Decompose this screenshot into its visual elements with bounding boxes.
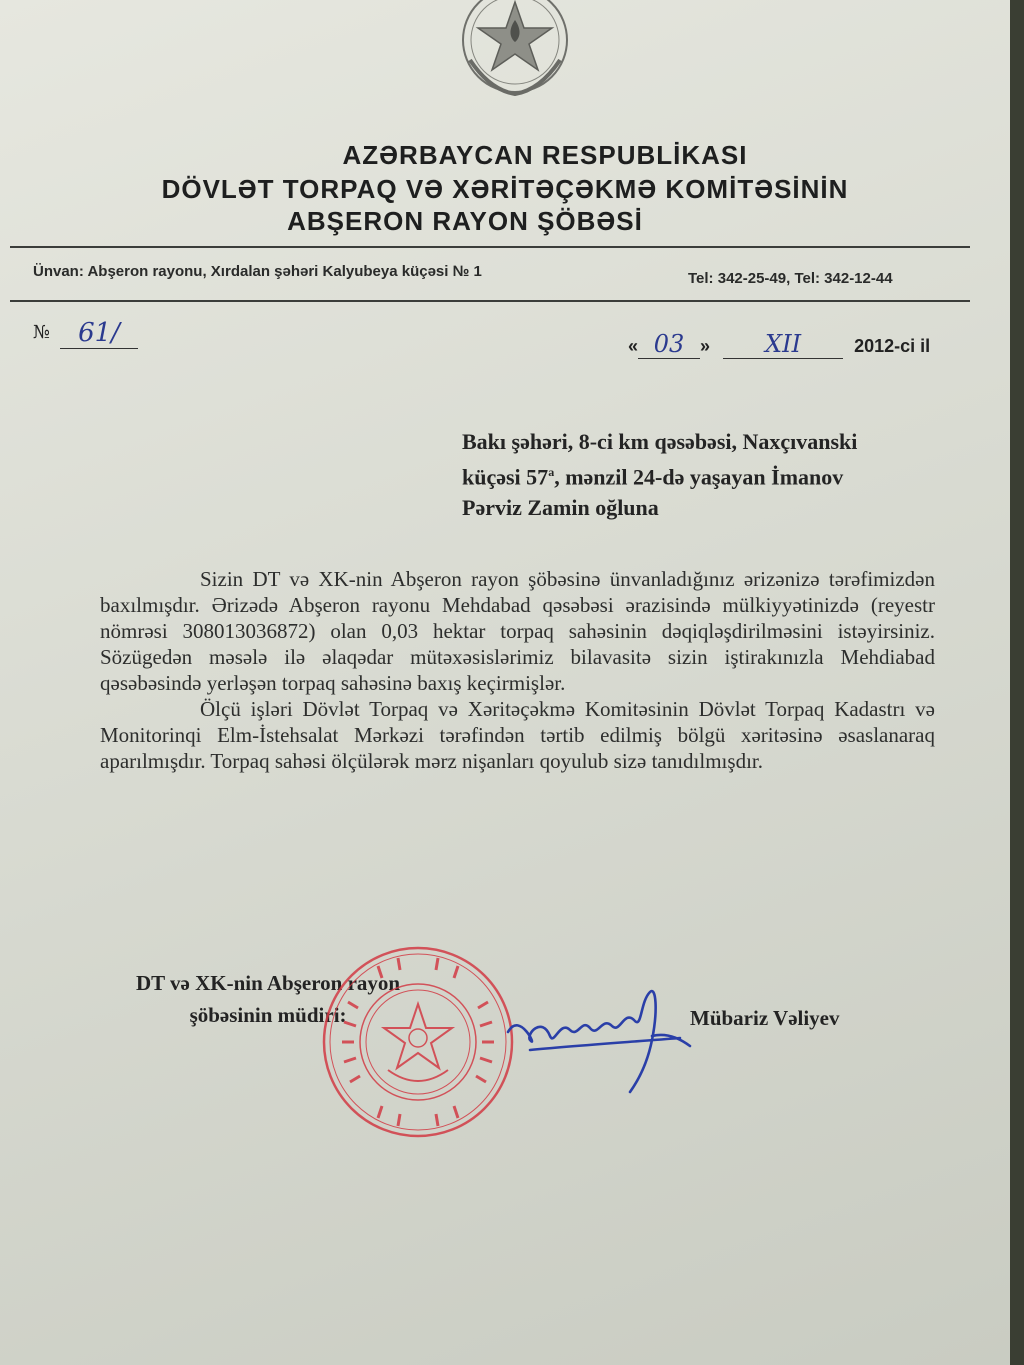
header-divider-top [10, 246, 970, 248]
recipient-line-3: Pərviz Zamin oğluna [462, 495, 659, 521]
header-divider-bottom [10, 300, 970, 302]
signatory-name: Mübariz Vəliyev [690, 1006, 840, 1030]
date-year: 2012-ci il [854, 336, 931, 356]
date-close-quote: » [700, 336, 711, 356]
phone-numbers: Tel: 342-25-49, Tel: 342-12-44 [688, 270, 893, 287]
reference-number-label: № [33, 322, 51, 343]
signatory-role-line-2: şöbəsinin müdiri: [189, 1003, 347, 1027]
recipient-house-suffix: a [548, 465, 555, 479]
body-paragraph-2: Ölçü işləri Dövlət Torpaq və Xəritəçəkmə Komitəsinin Dövlət Torpaq Kadastrı və Monitorinqi Elm-İstehsalat Mərkəzi tərəfindən tərtib edilmiş bölgü xəritəsinə əsaslanaraq aparılmışdır. Torpaq sahəsi ölçülərək mərz nişanları qoyulub sizə tanıdılmışdır. [100, 697, 935, 773]
date-open-quote: « [628, 336, 639, 356]
header-line-2: DÖVLƏT TORPAQ VƏ XƏRİTƏÇƏKMƏ KOMİTƏSİNİN [161, 174, 849, 204]
header-line-1: AZƏRBAYCAN RESPUBLİKASI [342, 140, 748, 170]
recipient-block [462, 426, 962, 523]
address-text: Ünvan: Abşeron rayonu, Xırdalan şəhəri Kalyubeya küçəsi № 1 [33, 263, 482, 280]
state-emblem-icon [440, 0, 590, 100]
date-month: XII [723, 330, 843, 359]
official-stamp-icon [318, 942, 518, 1142]
header-line-3: ABŞERON RAYON ŞÖBƏSİ [287, 206, 643, 236]
body-paragraph-1: Sizin DT və XK-nin Abşeron rayon şöbəsinə ünvanladığınız ərizənizə tərəfimizdən baxılmışdır. Ərizədə Abşeron rayonu Mehdabad qəsəbəsi ərazisində mülkiyyətinizdə (reyestr nömrəsi 308013036872) olan 0,03 hektar torpaq sahəsinin dəqiqləşdirilməsini istəyirsiniz. Sözügedən məsələ ilə əlaqədar mütəxəsislərimiz bilavasitə sizin iştirakınızla Mehdiabad qəsəbəsində yerləşən torpaq sahəsinə baxış keçirmişlər. [100, 567, 935, 695]
background-edge [1010, 0, 1024, 1365]
recipient-street: küçəsi 57 [462, 464, 549, 490]
handwritten-signature-icon [490, 980, 700, 1110]
recipient-line-1: Bakı şəhəri, 8-ci km qəsəbəsi, Naxçıvanski [462, 429, 858, 454]
recipient-apartment: , mənzil 24-də yaşayan İmanov [554, 464, 844, 490]
reference-number-value: 61/ [60, 318, 138, 349]
recipient-line-2 [462, 457, 962, 492]
letter-body [100, 566, 935, 774]
date-day: 03 [638, 330, 700, 359]
signatory-role-line-1: DT və XK-nin Abşeron rayon [136, 971, 401, 995]
document-date [628, 330, 930, 359]
